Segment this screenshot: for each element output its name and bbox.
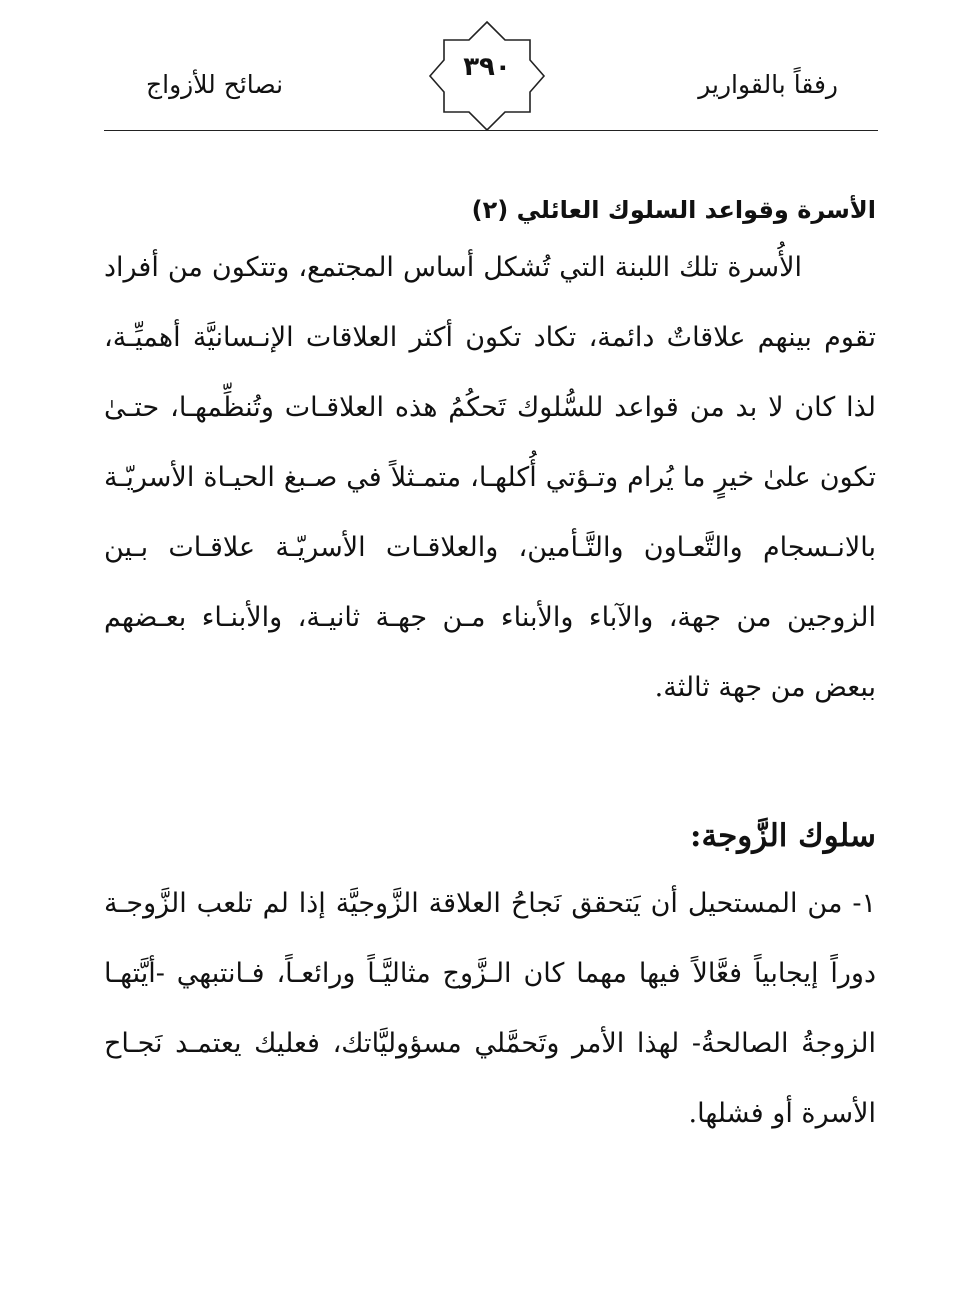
chapter-title: نصائح للأزواج xyxy=(146,70,284,99)
section-heading: سلوك الزَّوجة: xyxy=(690,818,876,854)
paragraph-line: تكون علىٰ خيرٍ ما يُرام وتـؤتي أُكلهـا، متمـثلاً في صـبغ الحيـاة الأسريّـة xyxy=(104,462,876,493)
paragraph-line: بالانـسجام والتَّعـاون والتَّـأمين، والعلاقـات الأسريّـة علاقـات بـين xyxy=(104,532,876,563)
section-heading: الأسرة وقواعد السلوك العائلي (٢) xyxy=(471,196,876,224)
paragraph-line: دوراً إيجابياً فعَّالاً فيها مهما كان الـزَّوج مثاليَّـاً ورائعـاً، فـانتبهي -أيَّتهـا xyxy=(104,958,876,989)
page-number: ٣٩٠ xyxy=(463,52,511,82)
paragraph-line: الأسرة أو فشلها. xyxy=(688,1098,876,1129)
paragraph-line: الزوجين من جهة، والآباء والأبناء مـن جهـة ثانيـة، والأبنـاء بعـضهم xyxy=(104,602,876,633)
paragraph-line: تقوم بينهم علاقاتٌ دائمة، تكاد تكون أكثر العلاقات الإنـسانيَّة أهميِّـة، xyxy=(104,322,876,353)
paragraph-line: ببعض من جهة ثالثة. xyxy=(654,672,876,703)
page-header xyxy=(0,0,980,140)
paragraph-line: الأُسرة تلك اللبنة التي تُشكل أساس المجتمع، وتتكون من أفراد xyxy=(104,252,802,283)
paragraph-line: لذا كان لا بد من قواعد للسُّلوك تَحكُمُ هذه العلاقـات وتُنظِّمهـا، حتـىٰ xyxy=(104,392,876,423)
paragraph-line: الزوجةُ الصالحةُ- لهذا الأمر وتَحمَّلي مسؤوليَّاتك، فعليك يعتمـد نَجـاح xyxy=(104,1028,876,1059)
header-divider xyxy=(104,130,878,131)
book-title: رفقاً بالقوارير xyxy=(698,70,838,99)
paragraph-line: ١- من المستحيل أن يَتحقق نَجاحُ العلاقة الزَّوجيَّة إذا لم تلعب الزَّوجـة xyxy=(104,888,876,919)
